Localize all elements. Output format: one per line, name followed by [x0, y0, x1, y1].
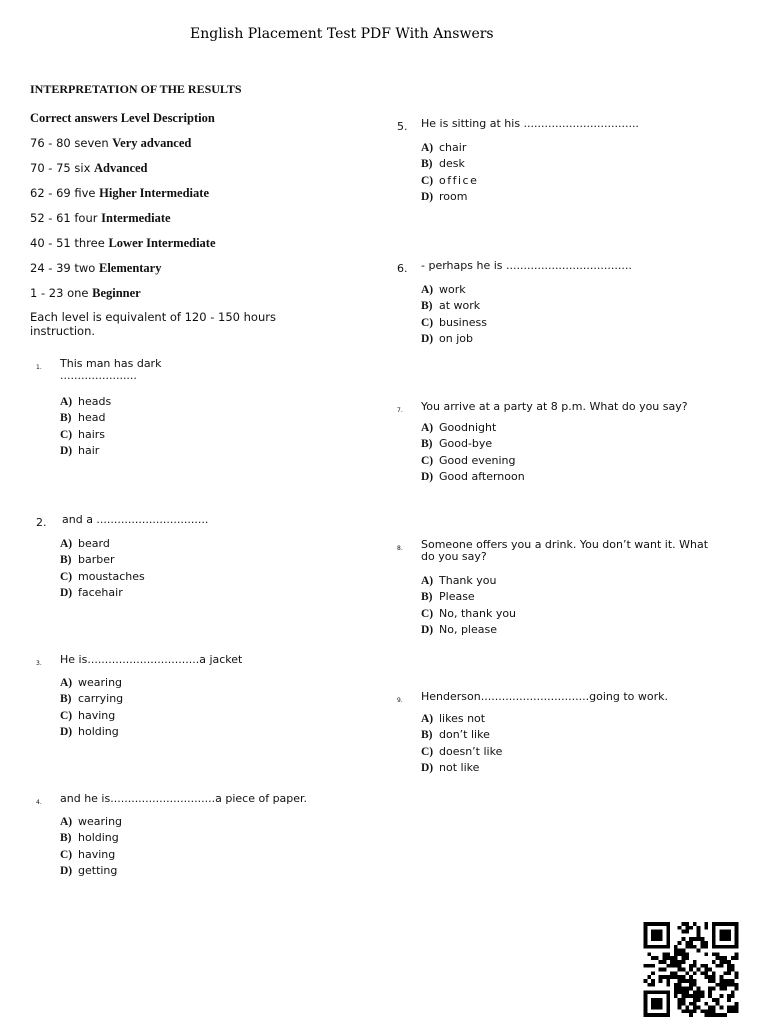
level-description: Higher Intermediate — [99, 186, 209, 200]
answer-option[interactable]: B) holding — [60, 831, 119, 845]
level-range: 40 - 51 three — [30, 236, 105, 250]
level-description: Elementary — [99, 261, 162, 275]
answer-options — [60, 814, 122, 879]
level-description: Advanced — [94, 161, 148, 175]
answer-options — [421, 573, 516, 638]
answer-option[interactable]: A) wearing — [60, 815, 123, 828]
question-text: Henderson...............................going to work. — [421, 690, 668, 703]
question-text: and he is..............................a piece of paper. — [60, 792, 308, 805]
question-number: 5. — [397, 120, 408, 133]
answer-option[interactable]: D) Good afternoon — [421, 469, 525, 483]
answer-option[interactable]: A) work — [421, 283, 466, 296]
answer-option[interactable]: C) Good evening — [421, 453, 516, 467]
answer-option[interactable]: D) getting — [60, 863, 118, 877]
level-row — [30, 136, 330, 151]
level-description: Very advanced — [112, 136, 192, 150]
level-note: Each level is equivalent of 120 - 150 hours instruction. — [30, 310, 276, 338]
answer-option[interactable]: A) Goodnight — [421, 421, 497, 434]
interpretation-section — [30, 80, 330, 338]
answer-option[interactable]: A) Thank you — [421, 574, 497, 587]
level-row — [30, 186, 330, 201]
level-range: 52 - 61 four — [30, 211, 98, 225]
answer-option[interactable]: D) not like — [421, 760, 480, 774]
interpretation-heading: INTERPRETATION OF THE RESULTS — [30, 82, 242, 96]
question-number: 2. — [36, 516, 47, 529]
interpretation-column-header: Correct answers Level Description — [30, 111, 215, 125]
answer-option[interactable]: D) on job — [421, 331, 473, 345]
level-range: 62 - 69 five — [30, 186, 96, 200]
answer-option[interactable]: D) No, please — [421, 622, 497, 636]
answer-options — [421, 140, 478, 205]
question-number: 1. — [36, 364, 42, 371]
question-number: 3. — [36, 660, 42, 667]
answer-option[interactable]: C) No, thank you — [421, 606, 517, 620]
answer-option[interactable]: B) carrying — [60, 692, 124, 706]
question-number: 6. — [397, 262, 408, 275]
question-text: He is sitting at his ................................. — [421, 117, 639, 130]
level-row — [30, 236, 330, 251]
answer-option[interactable]: A) heads — [60, 395, 112, 408]
level-range: 76 - 80 seven — [30, 136, 109, 150]
answer-option[interactable]: A) chair — [421, 141, 467, 154]
level-range: 70 - 75 six — [30, 161, 91, 175]
answer-option[interactable]: D) room — [421, 189, 468, 203]
question-text: This man has dark ...................... — [60, 357, 162, 382]
level-description: Intermediate — [101, 211, 171, 225]
question-text: Someone offers you a drink. You don’t want it. What do you say? — [421, 538, 709, 563]
answer-option[interactable]: C) moustaches — [60, 569, 145, 583]
page-title: English Placement Test PDF With Answers — [190, 26, 494, 42]
qr-code-icon[interactable] — [640, 922, 742, 1017]
level-description: Lower Intermediate — [108, 236, 216, 250]
answer-options — [421, 711, 502, 776]
level-row — [30, 161, 330, 176]
level-row — [30, 286, 330, 301]
level-row — [30, 211, 330, 226]
question-number: 4. — [36, 799, 42, 806]
answer-option[interactable]: B) don’t like — [421, 728, 490, 742]
answer-option[interactable]: A) beard — [60, 537, 110, 550]
answer-option[interactable]: D) hair — [60, 443, 100, 457]
question-number: 7. — [397, 407, 403, 414]
level-range: 24 - 39 two — [30, 261, 96, 275]
answer-options — [421, 420, 525, 485]
level-row — [30, 261, 330, 276]
question-number: 8. — [397, 545, 403, 552]
question-text: and a ................................ — [62, 513, 209, 526]
answer-options — [60, 675, 123, 740]
question-text: You arrive at a party at 8 p.m. What do you say? — [421, 400, 688, 413]
answer-option[interactable]: A) wearing — [60, 676, 123, 689]
level-description: Beginner — [92, 286, 141, 300]
answer-option[interactable]: B) at work — [421, 299, 481, 313]
answer-option[interactable]: C) office — [421, 173, 479, 187]
answer-option[interactable]: B) Good-bye — [421, 437, 493, 451]
answer-option[interactable]: C) doesn’t like — [421, 744, 503, 758]
answer-option[interactable]: C) hairs — [60, 427, 106, 441]
level-range: 1 - 23 one — [30, 286, 89, 300]
answer-option[interactable]: C) having — [60, 847, 116, 861]
answer-options — [421, 282, 487, 347]
answer-option[interactable]: A) likes not — [421, 712, 486, 725]
answer-options — [60, 536, 145, 601]
answer-option[interactable]: C) business — [421, 315, 487, 329]
answer-options — [60, 394, 111, 459]
answer-option[interactable]: B) Please — [421, 590, 475, 604]
question-text: - perhaps he is .................................... — [421, 259, 632, 272]
answer-option[interactable]: D) facehair — [60, 585, 123, 599]
answer-option[interactable]: B) barber — [60, 553, 115, 567]
question-number: 9. — [397, 697, 403, 704]
answer-option[interactable]: B) head — [60, 411, 106, 425]
answer-option[interactable]: B) desk — [421, 157, 465, 171]
answer-option[interactable]: D) holding — [60, 724, 119, 738]
question-text: He is................................a jacket — [60, 653, 243, 666]
answer-option[interactable]: C) having — [60, 708, 116, 722]
